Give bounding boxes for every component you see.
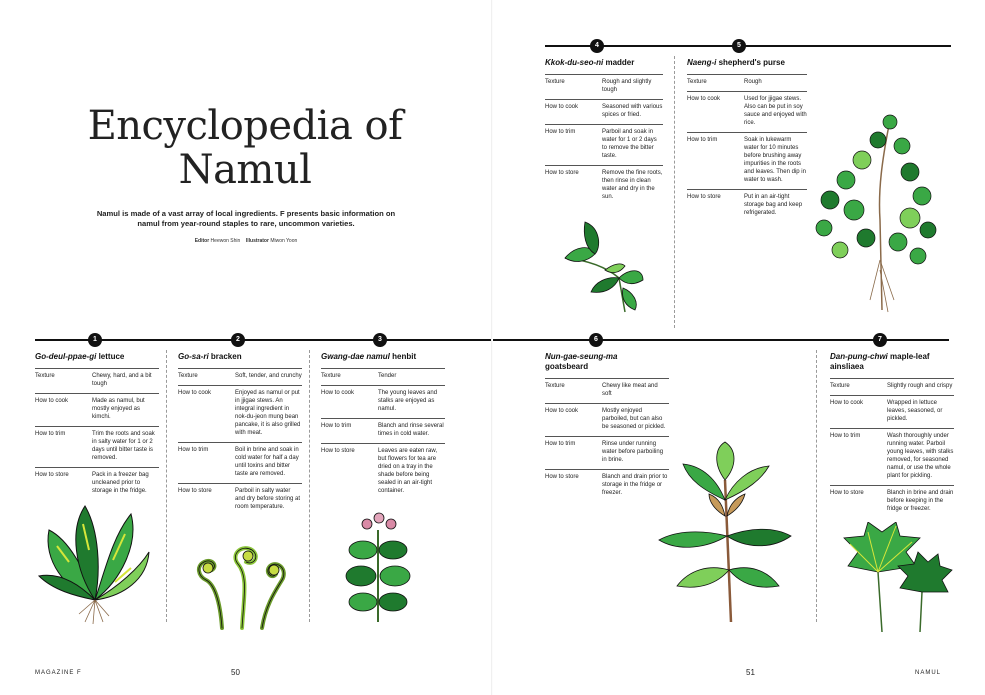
- english-name: lettuce: [98, 352, 125, 361]
- store-label: How to store: [545, 170, 579, 176]
- cook-label: How to cook: [178, 390, 212, 396]
- trim-value: Blanch and rinse several times in cold water.: [378, 423, 444, 437]
- store-value: Blanch in brine and drain before keeping in the fridge or freezer.: [887, 490, 954, 512]
- trim-label: How to trim: [35, 431, 66, 437]
- store-value: Parboil in salty water and dry before storing at room temperature.: [235, 488, 301, 510]
- page-title: [60, 104, 430, 192]
- store-label: How to store: [687, 194, 721, 200]
- english-name: bracken: [210, 352, 242, 361]
- entry-number-badge: 5: [732, 39, 746, 53]
- cook-label: How to cook: [35, 398, 69, 404]
- cook-label: How to cook: [830, 400, 864, 406]
- store-value: Put in an air-tight storage bag and keep refrigerated.: [744, 194, 803, 216]
- entry-name: [178, 352, 302, 362]
- texture-label: Texture: [545, 79, 565, 85]
- cook-label: How to cook: [687, 96, 721, 102]
- store-label: How to store: [178, 488, 212, 494]
- texture-value: Rough: [744, 79, 762, 85]
- maple-leaf-ainsliaea-illustration: [838, 522, 953, 634]
- madder-illustration: [555, 218, 645, 314]
- texture-value: Rough and slightly tough: [602, 79, 652, 93]
- store-label: How to store: [321, 448, 355, 454]
- column-divider: [166, 350, 167, 622]
- entry-name: [687, 58, 807, 68]
- editor-label: Editor: [194, 238, 210, 244]
- texture-label: Texture: [545, 383, 565, 389]
- trim-value: Trim the roots and soak in salty water for 1 or 2 days until bitter taste is removed.: [92, 431, 155, 461]
- column-divider: [674, 56, 675, 328]
- korean-name: Go-sa-ri: [178, 352, 209, 361]
- editor-name: Heewon Shin: [210, 238, 241, 244]
- illustrator-label: Illustrator: [245, 238, 269, 244]
- cook-value: Seasoned with various spices or fried.: [602, 104, 663, 118]
- entry-name: [830, 352, 954, 372]
- footer-section-label: NAMUL: [915, 670, 942, 676]
- cook-value: Wrapped in lettuce leaves, seasoned, or pickled.: [887, 400, 943, 422]
- entry-name: [35, 352, 159, 362]
- column-divider: [816, 350, 817, 622]
- entry-number-badge: 2: [231, 333, 245, 347]
- texture-value: Chewy like meat and soft: [602, 383, 658, 397]
- store-label: How to store: [35, 472, 69, 478]
- texture-label: Texture: [321, 373, 341, 379]
- korean-name: Naeng-i: [687, 58, 717, 67]
- trim-value: Parboil and soak in water for 1 or 2 days to remove the bitter taste.: [602, 129, 657, 159]
- english-name: madder: [605, 58, 635, 67]
- cook-label: How to cook: [545, 408, 579, 414]
- footer-magazine-label: MAGAZINE F: [35, 670, 82, 676]
- intro-text: Namul is made of a vast array of local ingredients. F presents basic information on namul from year-round staples to rare, uncommon varieties.: [96, 209, 396, 228]
- texture-value: Tender: [378, 373, 397, 379]
- entry-number-badge: 6: [589, 333, 603, 347]
- trim-value: Boil in brine and soak in cold water for half a day until toxins and bitter taste are removed.: [235, 447, 299, 477]
- entry-number-badge: 1: [88, 333, 102, 347]
- trim-label: How to trim: [178, 447, 209, 453]
- page-number-right: 51: [746, 668, 755, 677]
- korean-name: Kkok-du-seo-ni: [545, 58, 604, 67]
- texture-label: Texture: [830, 383, 850, 389]
- trim-label: How to trim: [687, 137, 718, 143]
- section-rule: [35, 339, 492, 341]
- credits: [90, 238, 402, 244]
- shepherds-purse-illustration: [810, 100, 940, 315]
- entry-number-badge: 7: [873, 333, 887, 347]
- entry-bracken: [178, 352, 302, 516]
- korean-name: Gwang-dae namul: [321, 352, 390, 361]
- page-number-left: 50: [231, 668, 240, 677]
- entry-maple-leaf-ainsliaea: [830, 352, 954, 518]
- store-label: How to store: [830, 490, 864, 496]
- entry-number-badge: 4: [590, 39, 604, 53]
- entry-name: [321, 352, 445, 362]
- korean-name: Dan-pung-chwi: [830, 352, 888, 361]
- entry-name: [545, 58, 663, 68]
- cook-value: The young leaves and stalks are enjoyed as namul.: [378, 390, 438, 412]
- english-name: goatsbeard: [545, 362, 589, 371]
- illustrator-name: Miwon Yoon: [270, 238, 298, 244]
- english-name: henbit: [392, 352, 417, 361]
- right-page: [493, 0, 985, 695]
- trim-label: How to trim: [321, 423, 352, 429]
- store-value: Blanch and drain prior to storage in the fridge or freezer.: [602, 474, 668, 496]
- entry-number-badge: 3: [373, 333, 387, 347]
- goatsbeard-illustration: [653, 440, 793, 625]
- texture-label: Texture: [178, 373, 198, 379]
- texture-label: Texture: [35, 373, 55, 379]
- lettuce-illustration: [35, 500, 155, 630]
- cook-label: How to cook: [545, 104, 579, 110]
- texture-value: Soft, tender, and crunchy: [235, 373, 302, 379]
- cook-value: Enjoyed as namul or put in jjigae stews. An integral ingredient in nok-du-jeon mung bean pancake, it is also grilled with meat.: [235, 390, 301, 436]
- cook-value: Used for jjigae stews. Also can be put in soy sauce and enjoyed with rice.: [744, 96, 807, 126]
- left-page: [0, 0, 492, 695]
- english-name: shepherd's purse: [718, 58, 785, 67]
- store-value: Remove the fine roots, then rinse in clean water and dry in the sun.: [602, 170, 663, 200]
- korean-name: Go-deul-ppae-gi: [35, 352, 97, 361]
- entry-lettuce: [35, 352, 159, 500]
- texture-value: Chewy, hard, and a bit tough: [92, 373, 152, 387]
- trim-label: How to trim: [545, 441, 576, 447]
- korean-name: Nun-gae-seung-ma: [545, 352, 618, 361]
- store-label: How to store: [545, 474, 579, 480]
- store-value: Pack in a freezer bag uncleaned prior to storage in the fridge.: [92, 472, 149, 494]
- store-value: Leaves are eaten raw, but flowers for tea are dried on a tray in the shade before being sealed in an air-tight container.: [378, 448, 438, 494]
- english-name: maple-leaf ainsliaea: [830, 352, 930, 371]
- entry-henbit: [321, 352, 445, 500]
- entry-madder: [545, 58, 663, 206]
- trim-value: Wash thoroughly under running water. Parboil young leaves, with stalks removed, for seasoned namul, or use the whole plant for pickling.: [887, 433, 954, 479]
- cook-value: Made as namul, but mostly enjoyed as kimchi.: [92, 398, 145, 420]
- entry-goatsbeard: [545, 352, 669, 502]
- column-divider: [309, 350, 310, 622]
- texture-value: Slightly rough and crispy: [887, 383, 953, 389]
- cook-label: How to cook: [321, 390, 355, 396]
- henbit-illustration: [343, 510, 413, 625]
- entry-shepherds-purse: [687, 58, 807, 222]
- trim-label: How to trim: [830, 433, 861, 439]
- trim-label: How to trim: [545, 129, 576, 135]
- bracken-illustration: [192, 540, 292, 630]
- trim-value: Rinse under running water before parboiling in brine.: [602, 441, 664, 463]
- title-line-1: Encyclopedia of: [87, 103, 403, 149]
- title-line-2: Namul: [178, 147, 312, 193]
- texture-label: Texture: [687, 79, 707, 85]
- cook-value: Mostly enjoyed parboiled, but can also be seasoned or pickled.: [602, 408, 666, 430]
- section-rule: [545, 45, 951, 47]
- entry-name: [545, 352, 669, 372]
- trim-value: Soak in lukewarm water for 10 minutes before brushing away impurities in the roots and leaves. Then dip in water to wash.: [744, 137, 806, 183]
